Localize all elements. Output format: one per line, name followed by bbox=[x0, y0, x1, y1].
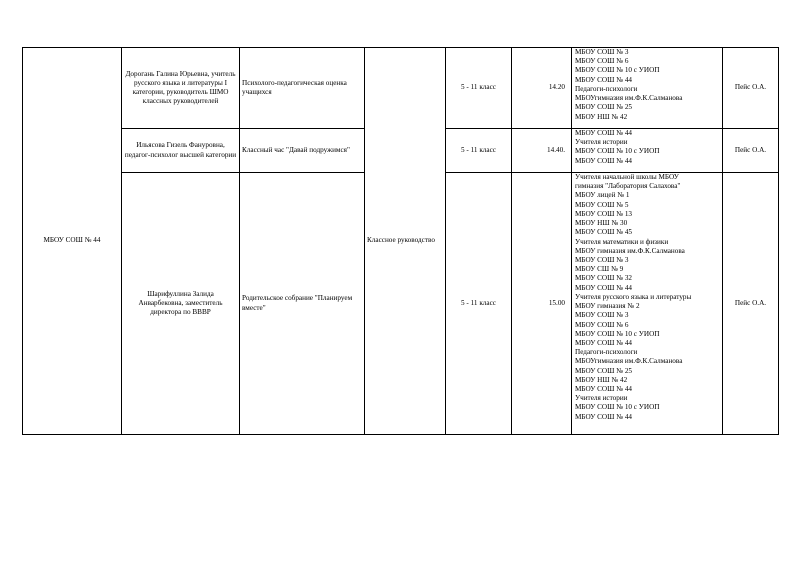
participant: МБОУ СОШ № 45 bbox=[575, 228, 633, 237]
schedule-table bbox=[22, 47, 779, 435]
participant: МБОУ СОШ № 5 bbox=[575, 200, 629, 209]
participant: МБОУ СШ № 9 bbox=[575, 265, 624, 274]
org-cell: МБОУ СОШ № 44 bbox=[23, 48, 122, 435]
participant: МБОУ СОШ № 32 bbox=[575, 274, 633, 283]
direction-cell: Классное руководство bbox=[365, 48, 446, 435]
participant: Педагоги-психологи bbox=[575, 348, 638, 357]
participant: МБОУ СОШ № 25 bbox=[575, 366, 633, 375]
participant: МБОУ СОШ № 44 bbox=[575, 283, 633, 292]
grades-cell: 5 - 11 класс bbox=[446, 129, 512, 173]
participant: МБОУ СОШ № 3 bbox=[575, 48, 629, 56]
participant: МБОУ СОШ № 10 с УИОП bbox=[575, 403, 660, 412]
participant: МБОУ СОШ № 3 bbox=[575, 255, 629, 264]
participant: МБОУ СОШ № 10 с УИОП bbox=[575, 66, 660, 75]
grades-cell: 5 - 11 класс bbox=[446, 48, 512, 129]
participant: МБОУ НШ № 42 bbox=[575, 112, 628, 121]
event-cell: Родительское собрание "Планируем вместе" bbox=[240, 173, 365, 435]
participant: МБОУ НШ № 42 bbox=[575, 375, 628, 384]
participant: Учителя истории bbox=[575, 138, 628, 147]
participant: МБОУ СОШ № 10 с УИОП bbox=[575, 147, 660, 156]
participant: Учителя математики и физики bbox=[575, 237, 669, 246]
participant: гимназия "Лаборатория Салахова" bbox=[575, 182, 681, 191]
participant: МБОУ СОШ № 10 с УИОП bbox=[575, 329, 660, 338]
participants-cell bbox=[572, 129, 723, 173]
person-cell: Шарифуллина Залида Анварбековна, заместитель директора по ВВВР bbox=[122, 173, 240, 435]
participant: Учителя русского языка и литературы bbox=[575, 292, 692, 301]
participant: МБОУ СОШ № 13 bbox=[575, 209, 633, 218]
time-cell: 14.40. bbox=[512, 129, 572, 173]
table-row bbox=[23, 48, 779, 129]
person-cell: Ильясова Гизель Фануровна, педагог-психолог высшей категории bbox=[122, 129, 240, 173]
responsible-cell: Пейс О.А. bbox=[723, 129, 779, 173]
time-cell: 14.20 bbox=[512, 48, 572, 129]
participant: МБОУ гимназия им.Ф.К.Салманова bbox=[575, 246, 685, 255]
participant: МБОУ СОШ № 44 bbox=[575, 412, 633, 421]
participant: МБОУгимназия им.Ф.К.Салманова bbox=[575, 94, 683, 103]
responsible-cell: Пейс О.А. bbox=[723, 48, 779, 129]
event-cell: Классный час "Давай подружимся" bbox=[240, 129, 365, 173]
participant: МБОУ СОШ № 44 bbox=[575, 338, 633, 347]
participant: МБОУ лицей № 1 bbox=[575, 191, 630, 200]
participant: МБОУ гимназия № 2 bbox=[575, 302, 640, 311]
participant: МБОУ СОШ № 44 bbox=[575, 385, 633, 394]
participant: МБОУ СОШ № 3 bbox=[575, 311, 629, 320]
time-cell: 15.00 bbox=[512, 173, 572, 435]
event-cell: Психолого-педагогическая оценка учащихся bbox=[240, 48, 365, 129]
participant: МБОУ СОШ № 44 bbox=[575, 129, 633, 137]
grades-cell: 5 - 11 класс bbox=[446, 173, 512, 435]
participant: МБОУ СОШ № 25 bbox=[575, 103, 633, 112]
participant: Педагоги-психологи bbox=[575, 84, 638, 93]
participant: МБОУ СОШ № 6 bbox=[575, 57, 629, 66]
participant: МБОУ СОШ № 44 bbox=[575, 75, 633, 84]
person-cell: Дорогань Галина Юрьевна, учитель русского языка и литературы I категории, руководитель ШМО классных руководителей bbox=[122, 48, 240, 129]
participant: Учителя начальной школы МБОУ bbox=[575, 173, 679, 181]
participant: МБОУ НШ № 30 bbox=[575, 219, 628, 228]
participants-cell bbox=[572, 48, 723, 129]
participant: МБОУгимназия им.Ф.К.Салманова bbox=[575, 357, 683, 366]
participant: МБОУ СОШ № 44 bbox=[575, 156, 633, 165]
responsible-cell: Пейс О.А. bbox=[723, 173, 779, 435]
participant: Учителя истории bbox=[575, 394, 628, 403]
participant: МБОУ СОШ № 6 bbox=[575, 320, 629, 329]
participants-cell bbox=[572, 173, 723, 435]
